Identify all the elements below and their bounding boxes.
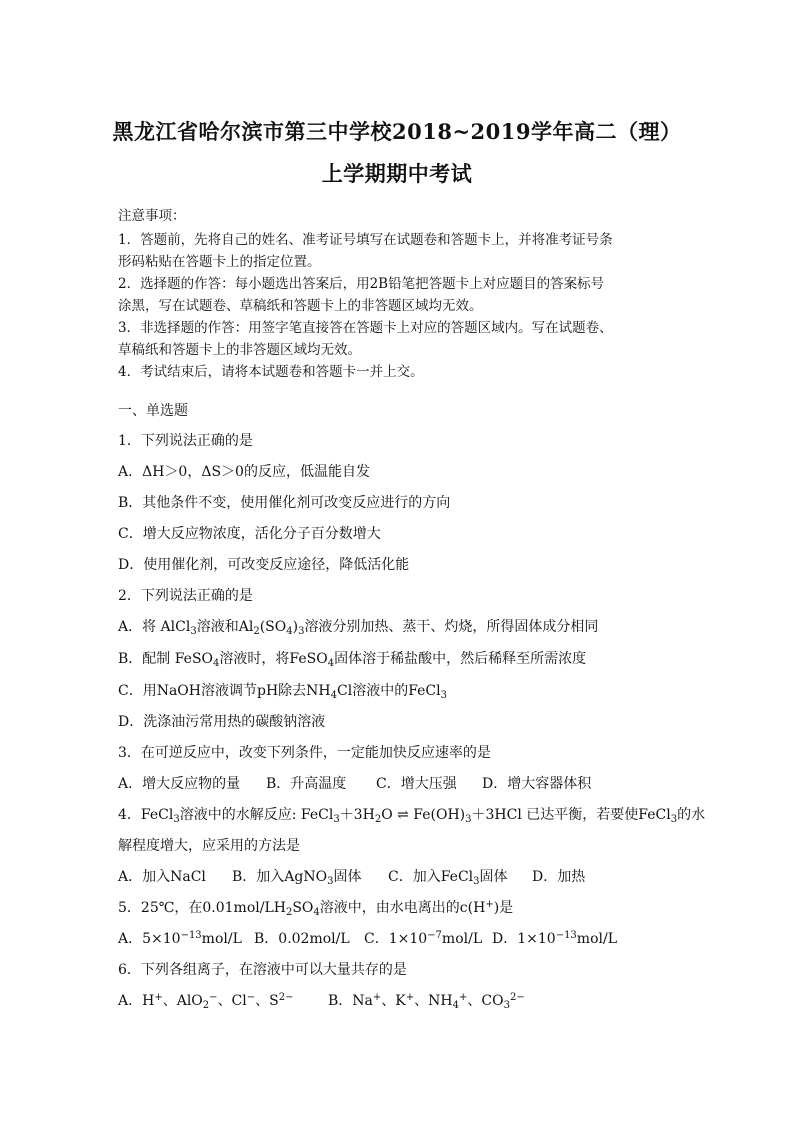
q2-stem: 2．下列说法正确的是 bbox=[118, 588, 253, 604]
notice-line: 形码粘贴在答题卡上的指定位置。 bbox=[118, 254, 321, 270]
q5-option-b: B．0.02mol/L bbox=[254, 931, 350, 947]
q3-stem: 3．在可逆反应中，改变下列条件，一定能加快反应速率的是 bbox=[118, 745, 491, 761]
q2-option-a: A．将 AlCl$_3$溶液和$Al_2(SO_4)_3$溶液分别加热、蒸干、灼烧，所得固体成分相同 bbox=[118, 619, 599, 637]
notice-line: 2．选择题的作答：每小题选出答案后，用2B铅笔把答题卡上对应题目的答案标号 bbox=[118, 276, 605, 292]
q1-option-d: D．使用催化剂，可改变反应途径，降低活化能 bbox=[118, 557, 410, 573]
q1-stem: 1．下列说法正确的是 bbox=[118, 433, 253, 449]
q4-stem-cont: 解程度增大，应采用的方法是 bbox=[118, 838, 300, 854]
q5-option-a: A．$5\times 10^{-13}mol/L$ bbox=[118, 930, 242, 947]
notice-line: 4．考试结束后，请将本试题卷和答题卡一并上交。 bbox=[118, 364, 424, 380]
q3-options bbox=[118, 773, 591, 793]
q6-option-a: A．H+、AlO$_2$−、Cl−、$S^{2-}$ bbox=[118, 992, 294, 1011]
q3-option-d: D．增大容器体积 bbox=[482, 776, 592, 792]
q2-option-d: D．洗涤油污常用热的碳酸钠溶液 bbox=[118, 714, 326, 730]
q6-options bbox=[118, 990, 525, 1010]
notice-line: 3．非选择题的作答：用签字笔直接答在答题卡上对应的答题区域内。写在试题卷、 bbox=[118, 320, 613, 336]
q4-options bbox=[118, 866, 585, 886]
q2-option-c: C．用NaOH溶液调节pH除去$NH_4Cl$溶液中的FeCl$_3$ bbox=[118, 683, 447, 701]
q4-option-d: D．加热 bbox=[532, 869, 586, 885]
exam-title-line1: 黑龙江省哈尔滨市第三中学校2018~2019学年高二（理） bbox=[112, 119, 682, 144]
q1-option-c: C．增大反应物浓度，活化分子百分数增大 bbox=[118, 526, 381, 542]
q5-stem: 5．25℃，在$0.01mol/LH_2SO_4$溶液中，由水电离出的c(H+)是 bbox=[118, 899, 514, 918]
q1-option-a: A．ΔH＞0，ΔS＞0的反应，低温能自发 bbox=[118, 464, 370, 480]
notice-line: 1．答题前，先将自己的姓名、准考证号填写在试题卷和答题卡上，并将准考证号条 bbox=[118, 232, 613, 248]
q3-option-a: A．增大反应物的量 bbox=[118, 776, 241, 792]
q6-stem: 6．下列各组离子，在溶液中可以大量共存的是 bbox=[118, 962, 407, 978]
notice-line: 草稿纸和答题卡上的非答题区域均无效。 bbox=[118, 342, 361, 358]
q4-stem: 4．FeCl$_3$溶液中的水解反应: $FeCl_3+3H_2O$ ⇌ $Fe(OH)_3+3HCl$ 已达平衡，若要使FeCl$_3$的水 bbox=[118, 807, 706, 825]
notice-heading: 注意事项： bbox=[118, 208, 186, 224]
q5-option-d: D．$1\times 10^{-13}mol/L$ bbox=[492, 930, 617, 947]
q4-option-c: C．加入FeCl$_3$固体 bbox=[388, 869, 508, 887]
q3-option-b: B．升高温度 bbox=[266, 776, 347, 792]
q5-option-c: C．$1\times 10^{-7}mol/L$ bbox=[364, 930, 483, 947]
q4-option-a: A．加入NaCl bbox=[118, 869, 206, 885]
notice-line: 涂黑，写在试题卷、草稿纸和答题卡上的非答题区域均无效。 bbox=[118, 298, 483, 314]
q6-option-b: B．Na+、K+、$NH_4^+$、$CO_3^{2-}$ bbox=[328, 992, 525, 1011]
q1-option-b: B．其他条件不变，使用催化剂可改变反应进行的方向 bbox=[118, 495, 451, 511]
q4-option-b: B．加入AgNO$_3$固体 bbox=[232, 869, 362, 887]
q2-option-b: B．配制 FeSO$_4$溶液时，将FeSO$_4$固体溶于稀盐酸中，然后稀释至所需浓度 bbox=[118, 651, 587, 669]
section-heading: 一、单选题 bbox=[118, 403, 188, 419]
q3-option-c: C．增大压强 bbox=[376, 776, 457, 792]
exam-title-line2: 上学期期中考试 bbox=[321, 161, 473, 186]
q5-options bbox=[118, 928, 617, 948]
